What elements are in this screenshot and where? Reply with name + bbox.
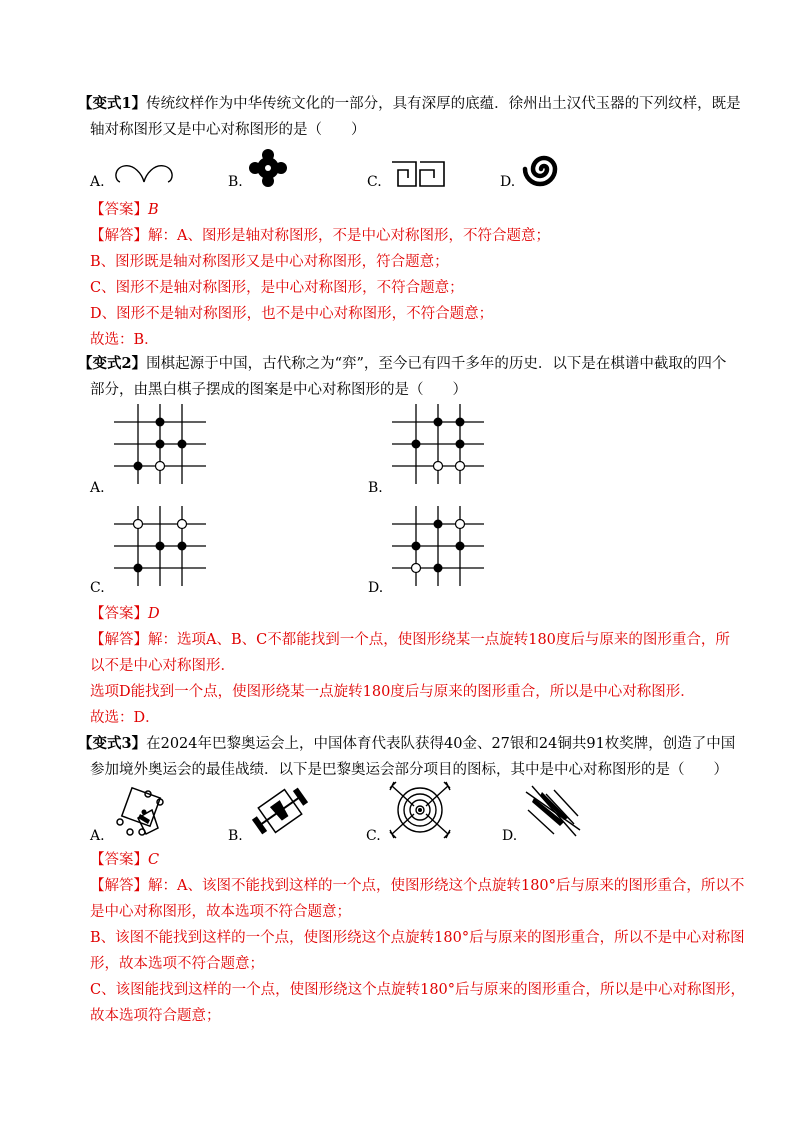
q2-stem-text1: 围棋起源于中国，古代称之为“弈”，至今已有四千多年的历史．以下是在棋谱中截取的四个 [146, 356, 727, 372]
q3-explain-line4: 形，故本选项不符合题意； [90, 956, 264, 972]
q2-explain-line4: 故选：D． [90, 710, 160, 726]
q3-answer-label: 【答案】 [90, 852, 148, 868]
curl-motif-icon [112, 160, 176, 190]
q1-option-c-label: C. [367, 174, 382, 190]
q1-option-b-label: B. [228, 174, 243, 190]
q1-explain-text1: 解：A、图形是轴对称图形，不是中心对称图形，不符合题意； [148, 228, 550, 244]
q3-stem-line1 [78, 732, 735, 756]
go-board-icon [114, 404, 206, 484]
q2-tag: 【变式2】 [78, 355, 147, 372]
weightlifting-pictogram-icon [250, 784, 310, 838]
q3-stem-line2: 参加境外奥运会的最佳战绩．以下是巴黎奥运会部分项目的图标，其中是中心对称图形的是（ ） [90, 762, 728, 778]
q2-answer-label: 【答案】 [90, 606, 148, 622]
q2-answer-value: D [148, 606, 160, 622]
q1-option-a-label: A. [90, 174, 105, 190]
q2-stem-line2: 部分，由黑白棋子摆成的图案是中心对称图形的是（ ） [90, 382, 467, 398]
q2-explain-line1 [90, 628, 730, 652]
q2-answer [90, 602, 160, 626]
q1-stem-line1 [78, 92, 741, 116]
q3-stem-text1: 在2024年巴黎奥运会上，中国体育代表队获得40金、27银和24铜共91枚奖牌，创造了中国 [146, 736, 736, 752]
q3-explain-line6: 故本选项符合题意； [90, 1008, 221, 1024]
q3-explain-text1: 解：A、该图不能找到这样的一个点，使图形绕这个点旋转180°后与原来的图形重合，所以不 [148, 878, 745, 894]
spiral-motif-icon [524, 150, 564, 188]
q1-explain-label: 【解答】 [90, 228, 148, 244]
q2-explain-line2: 以不是中心对称图形． [90, 658, 235, 674]
q2-explain-label: 【解答】 [90, 632, 148, 648]
breaking-pictogram-icon [112, 784, 168, 840]
go-board-icon [392, 404, 484, 484]
archery-pictogram-icon [388, 780, 452, 840]
go-board-icon [114, 506, 206, 586]
q1-answer [90, 198, 159, 222]
q3-explain-line2: 是中心对称图形，故本选项不符合题意； [90, 904, 351, 920]
q3-answer [90, 848, 159, 872]
q3-option-a-label: A. [90, 828, 105, 844]
q1-answer-label: 【答案】 [90, 202, 148, 218]
q2-option-d-label: D. [368, 580, 384, 596]
q1-stem-line2: 轴对称图形又是中心对称图形的是（ ） [90, 122, 366, 138]
q2-option-b-label: B. [368, 480, 383, 496]
q3-tag: 【变式3】 [78, 735, 147, 752]
q3-explain-line3: B、该图不能找到这样的一个点，使图形绕这个点旋转180°后与原来的图形重合，所以不是中心对称图 [90, 930, 745, 946]
q1-explain-line4: D、图形不是轴对称图形，也不是中心对称图形，不符合题意； [90, 306, 494, 322]
q1-explain-line3: C、图形不是轴对称图形，是中心对称图形，不符合题意； [90, 280, 464, 296]
q2-explain-line3: 选项D能找到一个点，使图形绕某一点旋转180度后与原来的图形重合，所以是中心对称图形． [90, 684, 695, 700]
q1-explain-line2: B、图形既是轴对称图形又是中心对称图形，符合题意； [90, 254, 449, 270]
q1-explain-line5: 故选：B． [90, 332, 159, 348]
q3-answer-value: C [148, 852, 160, 868]
fencing-pictogram-icon [524, 784, 582, 838]
q3-option-d-label: D. [502, 828, 518, 844]
q3-explain-line1 [90, 874, 744, 898]
q3-explain-line5: C、该图能找到这样的一个点，使图形绕这个点旋转180°后与原来的图形重合，所以是中心对称图形， [90, 982, 746, 998]
go-board-icon [392, 506, 484, 586]
key-fret-motif-icon [390, 160, 446, 188]
q3-option-b-label: B. [228, 828, 243, 844]
q2-stem-line1 [78, 352, 726, 376]
q2-option-c-label: C. [90, 580, 105, 596]
q1-answer-value: B [148, 202, 159, 218]
q1-tag: 【变式1】 [78, 95, 147, 112]
q3-option-c-label: C. [366, 828, 381, 844]
q2-option-a-label: A. [90, 480, 105, 496]
q3-explain-label: 【解答】 [90, 878, 148, 894]
q2-explain-text1: 解：选项A、B、C不都能找到一个点，使图形绕某一点旋转180度后与原来的图形重合，所 [148, 632, 730, 648]
q1-explain-line1 [90, 224, 550, 248]
q1-stem-text1: 传统纹样作为中华传统文化的一部分，具有深厚的底蕴．徐州出土汉代玉器的下列纹样，既是 [146, 96, 741, 112]
q1-option-d-label: D. [500, 174, 516, 190]
cross-motif-icon [248, 148, 288, 188]
